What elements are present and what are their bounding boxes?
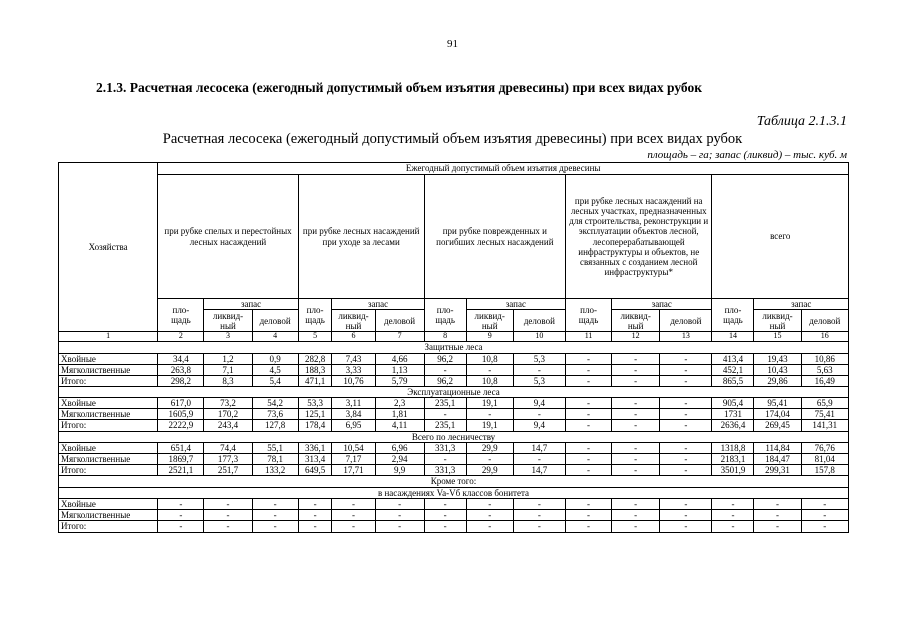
table-cell: - <box>424 510 466 521</box>
table-cell: - <box>466 409 513 420</box>
table-cell: 5,79 <box>375 375 424 386</box>
table-cell: - <box>712 499 754 510</box>
section-title-cell: Эксплуатационные леса <box>59 386 849 398</box>
table-cell: - <box>660 398 712 409</box>
table-cell: - <box>566 353 612 364</box>
table-cell: 905,4 <box>712 398 754 409</box>
table-cell: - <box>424 409 466 420</box>
table-cell: - <box>332 510 375 521</box>
table-cell: 3,84 <box>332 409 375 420</box>
table-cell: 269,45 <box>754 420 801 431</box>
table-cell: 1869,7 <box>158 454 204 465</box>
row-label: Хвойные <box>59 398 158 409</box>
table-cell: 10,76 <box>332 375 375 386</box>
column-number: 1 <box>59 332 158 342</box>
table-caption: Расчетная лесосека (ежегодный допустимый объем изъятия древесины) при всех видах рубок <box>162 131 743 147</box>
column-number: 2 <box>158 332 204 342</box>
table-label: Таблица 2.1.3.1 <box>756 114 847 129</box>
table-cell: 7,1 <box>204 364 252 375</box>
header-group-care: при рубке лесных насаждений при уходе за лесами <box>298 175 424 299</box>
header-business: деловой <box>801 310 848 332</box>
table-cell: 9,9 <box>375 465 424 476</box>
table-cell: 16,49 <box>801 375 848 386</box>
row-label: Мягколиственные <box>59 364 158 375</box>
table-cell: - <box>158 521 204 532</box>
header-business: деловой <box>513 310 565 332</box>
table-cell: 1318,8 <box>712 443 754 454</box>
section-title-cell: Кроме того: <box>59 476 849 488</box>
table-cell: 157,8 <box>801 465 848 476</box>
header-liquid: ликвид- ный <box>466 310 513 332</box>
table-cell: 54,2 <box>252 398 298 409</box>
table-body <box>59 342 849 532</box>
table-cell: 178,4 <box>298 420 332 431</box>
table-cell: - <box>513 499 565 510</box>
table-cell: - <box>466 521 513 532</box>
table-cell: 75,41 <box>801 409 848 420</box>
table-cell: 2,94 <box>375 454 424 465</box>
table-cell: 6,96 <box>375 443 424 454</box>
table-cell: 10,43 <box>754 364 801 375</box>
column-number: 5 <box>298 332 332 342</box>
table-cell: - <box>566 454 612 465</box>
table-cell: - <box>252 499 298 510</box>
table-row <box>59 465 849 476</box>
row-label: Хвойные <box>59 443 158 454</box>
header-area: пло- щадь <box>566 299 612 332</box>
row-label: Итого: <box>59 375 158 386</box>
table-cell: - <box>424 364 466 375</box>
table-cell: - <box>612 521 660 532</box>
table-cell: 4,11 <box>375 420 424 431</box>
table-cell: 29,9 <box>466 443 513 454</box>
table-cell: - <box>513 454 565 465</box>
table-cell: 8,3 <box>204 375 252 386</box>
table-cell: 29,9 <box>466 465 513 476</box>
table-row <box>59 364 849 375</box>
table-row <box>59 510 849 521</box>
table-cell: - <box>612 409 660 420</box>
table-cell: - <box>252 521 298 532</box>
table-cell: 19,43 <box>754 353 801 364</box>
table-cell: 1,81 <box>375 409 424 420</box>
table-cell: 1605,9 <box>158 409 204 420</box>
table-row <box>59 398 849 409</box>
table-cell: - <box>375 521 424 532</box>
units-note: площадь – га; запас (ликвид) – тыс. куб. м <box>647 149 847 161</box>
column-number: 12 <box>612 332 660 342</box>
table-cell: - <box>612 353 660 364</box>
header-liquid: ликвид- ный <box>612 310 660 332</box>
table-cell: 2,3 <box>375 398 424 409</box>
table-cell: - <box>513 409 565 420</box>
table-row <box>59 521 849 532</box>
table-cell: - <box>566 521 612 532</box>
table-cell: 7,43 <box>332 353 375 364</box>
table-cell: - <box>375 510 424 521</box>
table-cell: 1,2 <box>204 353 252 364</box>
column-number: 4 <box>252 332 298 342</box>
header-stock: запас <box>466 299 565 310</box>
table-cell: - <box>158 510 204 521</box>
table-cell: - <box>466 454 513 465</box>
table-cell: - <box>660 454 712 465</box>
table-cell: - <box>660 375 712 386</box>
table-cell: - <box>612 454 660 465</box>
row-label: Хвойные <box>59 499 158 510</box>
row-label: Итого: <box>59 521 158 532</box>
table-cell: - <box>566 510 612 521</box>
section-row <box>59 487 849 499</box>
table-cell: 471,1 <box>298 375 332 386</box>
table-cell: - <box>566 443 612 454</box>
table-cell: 649,5 <box>298 465 332 476</box>
table-cell: - <box>712 521 754 532</box>
table-row <box>59 443 849 454</box>
table-cell: 5,63 <box>801 364 848 375</box>
table-cell: 5,3 <box>513 353 565 364</box>
table-row <box>59 499 849 510</box>
table-row <box>59 409 849 420</box>
table-cell: 10,54 <box>332 443 375 454</box>
table-cell: - <box>332 521 375 532</box>
table-cell: 76,76 <box>801 443 848 454</box>
table-cell: 78,1 <box>252 454 298 465</box>
table-cell: 81,04 <box>801 454 848 465</box>
table-cell: - <box>754 521 801 532</box>
table-cell: 336,1 <box>298 443 332 454</box>
column-number: 9 <box>466 332 513 342</box>
table-cell: - <box>466 499 513 510</box>
table-cell: 73,2 <box>204 398 252 409</box>
section-row <box>59 431 849 443</box>
table-cell: 298,2 <box>158 375 204 386</box>
table-cell: 14,7 <box>513 465 565 476</box>
table-cell: - <box>204 510 252 521</box>
header-liquid: ликвид- ный <box>204 310 252 332</box>
table-cell: 6,95 <box>332 420 375 431</box>
header-business: деловой <box>252 310 298 332</box>
table-row <box>59 454 849 465</box>
table-cell: 141,31 <box>801 420 848 431</box>
table-cell: - <box>660 499 712 510</box>
header-business: деловой <box>660 310 712 332</box>
column-number: 11 <box>566 332 612 342</box>
row-label: Итого: <box>59 420 158 431</box>
table-cell: - <box>466 364 513 375</box>
table-cell: 2636,4 <box>712 420 754 431</box>
section-title: 2.1.3. Расчетная лесосека (ежегодный допустимый объем изъятия древесины) при всех видах рубок <box>96 80 703 95</box>
table-cell: - <box>612 420 660 431</box>
table-cell: 17,71 <box>332 465 375 476</box>
table-cell: 170,2 <box>204 409 252 420</box>
table-cell: - <box>332 499 375 510</box>
column-number: 3 <box>204 332 252 342</box>
header-liquid: ликвид- ный <box>332 310 375 332</box>
table-cell: 452,1 <box>712 364 754 375</box>
section-title-cell: в насаждениях Va-Vб классов бонитета <box>59 487 849 499</box>
table-cell: 19,1 <box>466 398 513 409</box>
section-title-cell: Всего по лесничеству <box>59 431 849 443</box>
table-cell: - <box>204 521 252 532</box>
table-cell: - <box>754 499 801 510</box>
section-title-cell: Защитные леса <box>59 342 849 354</box>
column-number: 8 <box>424 332 466 342</box>
table-cell: - <box>612 510 660 521</box>
table-cell: - <box>566 398 612 409</box>
column-number: 15 <box>754 332 801 342</box>
table-cell: - <box>466 510 513 521</box>
header-farms: Хозяйства <box>59 163 158 332</box>
table-cell: 9,4 <box>513 398 565 409</box>
column-number: 13 <box>660 332 712 342</box>
row-label: Хвойные <box>59 353 158 364</box>
table-cell: - <box>204 499 252 510</box>
table-cell: 2183,1 <box>712 454 754 465</box>
table-cell: 0,9 <box>252 353 298 364</box>
table-cell: 5,4 <box>252 375 298 386</box>
column-number: 14 <box>712 332 754 342</box>
table-cell: 10,8 <box>466 353 513 364</box>
table-cell: 413,4 <box>712 353 754 364</box>
table-cell: - <box>158 499 204 510</box>
table-cell: - <box>660 510 712 521</box>
table-cell: 1731 <box>712 409 754 420</box>
column-number: 6 <box>332 332 375 342</box>
table-cell: - <box>612 398 660 409</box>
table-cell: - <box>612 443 660 454</box>
table-cell: 184,47 <box>754 454 801 465</box>
table-cell: - <box>566 465 612 476</box>
table-cell: - <box>801 510 848 521</box>
header-area: пло- щадь <box>158 299 204 332</box>
table-cell: 3501,9 <box>712 465 754 476</box>
header-area: пло- щадь <box>712 299 754 332</box>
table-cell: 1,13 <box>375 364 424 375</box>
table-cell: 2222,9 <box>158 420 204 431</box>
table-cell: 55,1 <box>252 443 298 454</box>
table-cell: - <box>612 465 660 476</box>
table-cell: 865,5 <box>712 375 754 386</box>
table-cell: 651,4 <box>158 443 204 454</box>
column-number: 10 <box>513 332 565 342</box>
row-label: Мягколиственные <box>59 510 158 521</box>
table-cell: 29,86 <box>754 375 801 386</box>
row-label: Мягколиственные <box>59 409 158 420</box>
table-cell: 127,8 <box>252 420 298 431</box>
table-cell: - <box>660 353 712 364</box>
section-row <box>59 342 849 354</box>
table-cell: - <box>754 510 801 521</box>
header-stock: запас <box>332 299 424 310</box>
table-cell: 65,9 <box>801 398 848 409</box>
table-cell: 282,8 <box>298 353 332 364</box>
table-cell: 74,4 <box>204 443 252 454</box>
table-cell: 188,3 <box>298 364 332 375</box>
table-cell: 95,41 <box>754 398 801 409</box>
column-number: 16 <box>801 332 848 342</box>
table-cell: 9,4 <box>513 420 565 431</box>
table-cell: - <box>660 409 712 420</box>
table-cell: 617,0 <box>158 398 204 409</box>
table-row <box>59 353 849 364</box>
table-cell: - <box>612 375 660 386</box>
table-cell: - <box>424 454 466 465</box>
header-area: пло- щадь <box>424 299 466 332</box>
table-cell: 235,1 <box>424 398 466 409</box>
header-area: пло- щадь <box>298 299 332 332</box>
section-row <box>59 476 849 488</box>
table-cell: 2521,1 <box>158 465 204 476</box>
table-cell: - <box>375 499 424 510</box>
table-cell: 235,1 <box>424 420 466 431</box>
table-cell: - <box>298 510 332 521</box>
header-stock: запас <box>612 299 712 310</box>
table-cell: - <box>566 420 612 431</box>
column-number: 7 <box>375 332 424 342</box>
table-cell: - <box>612 364 660 375</box>
table-cell: - <box>566 409 612 420</box>
table-cell: 3,33 <box>332 364 375 375</box>
table-cell: 331,3 <box>424 443 466 454</box>
table-cell: 4,5 <box>252 364 298 375</box>
row-label: Итого: <box>59 465 158 476</box>
table-cell: - <box>566 364 612 375</box>
table-cell: - <box>660 521 712 532</box>
table-cell: - <box>298 521 332 532</box>
header-group-total: всего <box>712 175 849 299</box>
table-cell: - <box>660 364 712 375</box>
header-stock: запас <box>754 299 849 310</box>
table-cell: 5,3 <box>513 375 565 386</box>
table-cell: - <box>566 499 612 510</box>
table-cell: 177,3 <box>204 454 252 465</box>
table-cell: - <box>298 499 332 510</box>
table-cell: 34,4 <box>158 353 204 364</box>
table-cell: - <box>660 465 712 476</box>
table-cell: 19,1 <box>466 420 513 431</box>
table-cell: - <box>660 443 712 454</box>
table-cell: - <box>801 499 848 510</box>
header-group-damaged: при рубке поврежденных и погибших лесных насаждений <box>424 175 565 299</box>
table-cell: 96,2 <box>424 353 466 364</box>
table-cell: 125,1 <box>298 409 332 420</box>
table-cell: 251,7 <box>204 465 252 476</box>
header-group-construction: при рубке лесных насаждений на лесных участках, предназначенных для строительства, реконструкции и эксплуатации объектов лесной, лесоперерабатывающей инфраструктуры и объектов, не связанных с созданием лесной инфраструктуры* <box>566 175 712 299</box>
table-cell: - <box>660 420 712 431</box>
table-cell: - <box>801 521 848 532</box>
table-cell: 133,2 <box>252 465 298 476</box>
table-cell: 174,04 <box>754 409 801 420</box>
table-cell: - <box>513 521 565 532</box>
row-label: Мягколиственные <box>59 454 158 465</box>
table-cell: 299,31 <box>754 465 801 476</box>
table-cell: 7,17 <box>332 454 375 465</box>
header-liquid: ликвид- ный <box>754 310 801 332</box>
table-cell: - <box>513 510 565 521</box>
table-cell: 4,66 <box>375 353 424 364</box>
table-cell: 3,11 <box>332 398 375 409</box>
table-cell: - <box>566 375 612 386</box>
table-cell: - <box>712 510 754 521</box>
page-number: 91 <box>447 38 458 50</box>
table-row <box>59 375 849 386</box>
table-cell: 96,2 <box>424 375 466 386</box>
allowable-cut-table <box>58 162 849 533</box>
table-cell: - <box>252 510 298 521</box>
table-cell: 10,8 <box>466 375 513 386</box>
header-stock: запас <box>204 299 298 310</box>
header-annual: Ежегодный допустимый объем изъятия древесины <box>158 163 849 175</box>
header-group-mature: при рубке спелых и перестойных лесных насаждений <box>158 175 298 299</box>
header-business: деловой <box>375 310 424 332</box>
table-cell: 263,8 <box>158 364 204 375</box>
table-cell: - <box>424 499 466 510</box>
table-cell: 114,84 <box>754 443 801 454</box>
table-cell: - <box>424 521 466 532</box>
table-cell: 14,7 <box>513 443 565 454</box>
section-row <box>59 386 849 398</box>
table-cell: 331,3 <box>424 465 466 476</box>
table-cell: - <box>612 499 660 510</box>
table-cell: 243,4 <box>204 420 252 431</box>
table-cell: 10,86 <box>801 353 848 364</box>
table-cell: 73,6 <box>252 409 298 420</box>
table-cell: - <box>513 364 565 375</box>
table-cell: 313,4 <box>298 454 332 465</box>
table-row <box>59 420 849 431</box>
table-cell: 53,3 <box>298 398 332 409</box>
